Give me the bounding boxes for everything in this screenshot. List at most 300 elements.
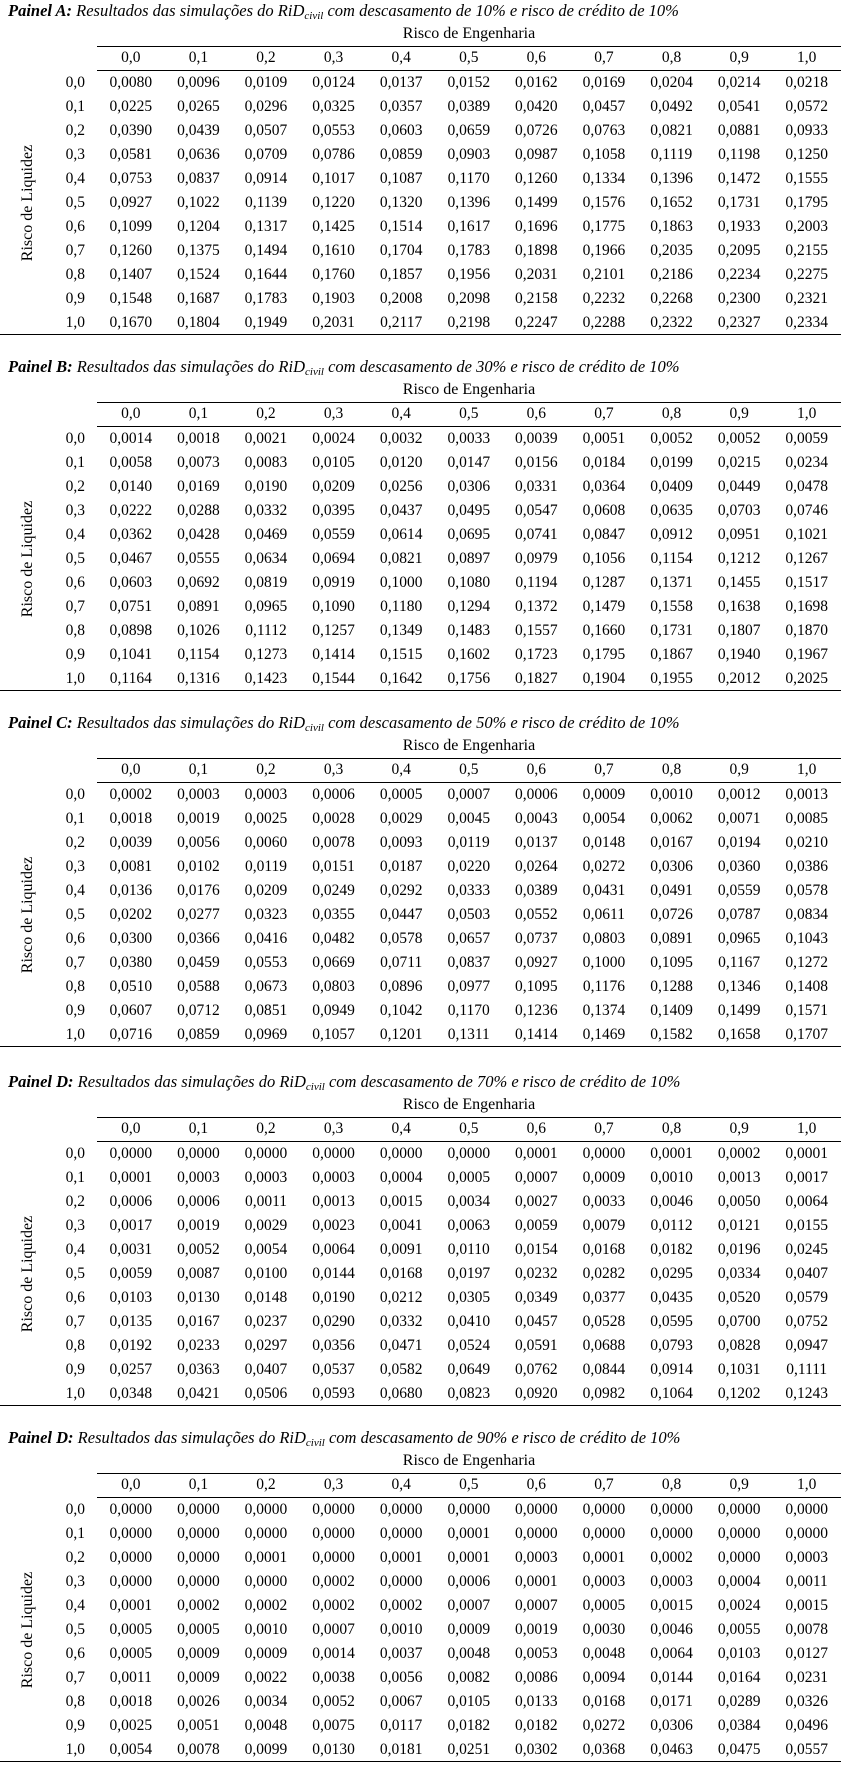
table-cell: 0,0214 xyxy=(717,74,761,91)
column-header-cell: 0,7 xyxy=(594,761,614,778)
column-header-cell: 0,9 xyxy=(729,49,749,66)
table-cell: 0,0009 xyxy=(177,1669,220,1686)
panel-table xyxy=(0,712,841,1062)
table-cell: 0,0265 xyxy=(177,98,220,115)
table-cell: 0,0082 xyxy=(447,1669,491,1686)
table-cell: 0,0182 xyxy=(650,1241,693,1258)
table-cell: 0,0133 xyxy=(515,1693,558,1710)
table-cell: 0,0649 xyxy=(447,1361,491,1378)
table-cell: 0,0903 xyxy=(447,146,491,163)
panel-label: Painel B: xyxy=(8,357,73,376)
table-cell: 0,0023 xyxy=(312,1217,355,1234)
table-cell: 0,0363 xyxy=(177,1361,220,1378)
table-cell: 0,0176 xyxy=(177,882,220,899)
table-row xyxy=(0,1546,841,1570)
row-header-cell: 1,0 xyxy=(65,1385,85,1402)
table-cell: 0,0063 xyxy=(447,1217,491,1234)
row-header-cell: 0,1 xyxy=(65,98,85,115)
table-cell: 0,1202 xyxy=(717,1385,761,1402)
column-header-cell: 0,4 xyxy=(391,761,411,778)
table-cell: 0,0000 xyxy=(177,1501,220,1518)
table-cell: 0,0409 xyxy=(650,478,693,495)
table-row xyxy=(0,1286,841,1310)
table-cell: 0,0751 xyxy=(109,598,153,615)
table-cell: 0,0024 xyxy=(717,1597,761,1614)
table-cell: 0,0017 xyxy=(785,1169,829,1186)
table-row xyxy=(0,475,841,499)
table-cell: 0,0851 xyxy=(244,1002,288,1019)
table-cell: 0,1043 xyxy=(785,930,829,947)
table-cell: 0,2186 xyxy=(650,266,693,283)
table-cell: 0,1407 xyxy=(109,266,153,283)
table-cell: 0,1783 xyxy=(244,290,288,307)
row-header-cell: 0,3 xyxy=(65,1573,85,1590)
column-header-cell: 0,9 xyxy=(729,405,749,422)
panel-title-text: Resultados das simulações do RiD xyxy=(76,713,305,732)
table-cell: 0,1396 xyxy=(650,170,693,187)
table-cell: 0,0000 xyxy=(717,1549,761,1566)
table-cell: 0,0017 xyxy=(109,1217,153,1234)
table-cell: 0,0559 xyxy=(312,526,355,543)
table-cell: 0,0078 xyxy=(785,1621,829,1638)
table-cell: 0,0000 xyxy=(177,1573,220,1590)
table-cell: 0,0469 xyxy=(244,526,288,543)
table-cell: 0,0578 xyxy=(785,882,829,899)
table-cell: 0,0821 xyxy=(379,550,423,567)
table-cell: 0,0000 xyxy=(717,1525,761,1542)
table-cell: 0,0209 xyxy=(312,478,355,495)
table-cell: 0,0323 xyxy=(244,906,288,923)
table-cell: 0,0001 xyxy=(447,1549,491,1566)
spacer xyxy=(87,783,97,807)
table-cell: 0,0182 xyxy=(515,1717,558,1734)
table-cell: 0,0052 xyxy=(177,1241,220,1258)
table-cell: 0,0421 xyxy=(177,1385,220,1402)
table-cell: 0,2275 xyxy=(785,266,829,283)
table-row xyxy=(0,239,841,263)
table-cell: 0,1652 xyxy=(650,194,693,211)
table-cell: 0,0032 xyxy=(379,430,423,447)
table-cell: 0,1198 xyxy=(718,146,761,163)
table-row xyxy=(0,191,841,215)
spacer xyxy=(87,239,97,263)
table-cell: 0,0019 xyxy=(177,810,220,827)
table-cell: 0,0407 xyxy=(785,1265,829,1282)
column-header-cell: 0,8 xyxy=(661,405,682,422)
table-cell: 0,0692 xyxy=(177,574,220,591)
table-cell: 0,0927 xyxy=(109,194,153,211)
table-cell: 0,0746 xyxy=(785,502,829,519)
row-header-cell: 0,3 xyxy=(65,502,85,519)
table-cell: 0,0009 xyxy=(177,1645,220,1662)
table-row xyxy=(0,523,841,547)
table-cell: 0,1644 xyxy=(244,266,288,283)
table-cell: 0,0933 xyxy=(785,122,829,139)
table-cell: 0,1250 xyxy=(785,146,829,163)
table-cell: 0,0823 xyxy=(447,1385,491,1402)
table-cell: 0,0364 xyxy=(582,478,626,495)
table-cell: 0,0332 xyxy=(244,502,288,519)
table-cell: 0,0688 xyxy=(582,1337,626,1354)
table-cell: 0,0039 xyxy=(109,834,153,851)
table-cell: 0,1499 xyxy=(515,194,558,211)
row-header-cell: 1,0 xyxy=(65,1026,85,1043)
table-cell: 0,0048 xyxy=(244,1717,288,1734)
table-cell: 0,1610 xyxy=(312,242,355,259)
table-cell: 0,0593 xyxy=(312,1385,355,1402)
row-header-cell: 0,2 xyxy=(65,834,85,851)
table-cell: 0,0147 xyxy=(447,454,491,471)
table-cell: 0,0000 xyxy=(515,1525,558,1542)
panel-title-text: com descasamento de 90% e risco de crédito de 10% xyxy=(328,1428,681,1447)
table-cell: 0,0130 xyxy=(312,1741,355,1758)
table-cell: 0,0013 xyxy=(717,1169,761,1186)
table-cell: 0,0333 xyxy=(447,882,491,899)
row-header-cell: 0,0 xyxy=(65,1501,85,1518)
table-cell: 0,0272 xyxy=(582,1717,626,1734)
table-cell: 0,0302 xyxy=(515,1741,558,1758)
spacer xyxy=(87,1714,97,1738)
table-cell: 0,0002 xyxy=(650,1549,693,1566)
table-cell: 0,0050 xyxy=(717,1193,761,1210)
spacer xyxy=(87,1522,97,1546)
column-header-cell: 0,5 xyxy=(459,405,479,422)
table-cell: 0,0155 xyxy=(785,1217,829,1234)
row-header-cell: 0,6 xyxy=(65,930,85,947)
table-cell: 0,0136 xyxy=(109,882,153,899)
column-header-row xyxy=(97,759,841,781)
table-cell: 0,0491 xyxy=(650,882,693,899)
table-cell: 0,0168 xyxy=(582,1693,626,1710)
panel-title-text: com descasamento de 10% e risco de crédito de 10% xyxy=(327,1,679,20)
spacer xyxy=(87,807,97,831)
table-cell: 0,0348 xyxy=(109,1385,153,1402)
table-cell: 0,0547 xyxy=(515,502,558,519)
table-cell: 0,1576 xyxy=(582,194,626,211)
panel-title-subscript: civil xyxy=(305,722,324,734)
row-header-cell: 0,6 xyxy=(65,574,85,591)
panel-table xyxy=(0,1071,841,1421)
table-cell: 0,0003 xyxy=(244,786,288,803)
table-cell: 0,0204 xyxy=(650,74,693,91)
table-cell: 0,1243 xyxy=(785,1385,829,1402)
table-cell: 0,0977 xyxy=(447,978,491,995)
panel-table xyxy=(0,356,841,706)
table-cell: 0,1154 xyxy=(650,550,693,567)
table-cell: 0,0054 xyxy=(582,810,626,827)
table-cell: 0,0027 xyxy=(515,1193,558,1210)
table-row xyxy=(0,927,841,951)
table-cell: 0,2003 xyxy=(785,218,829,235)
table-cell: 0,0025 xyxy=(244,810,288,827)
table-cell: 0,0078 xyxy=(312,834,355,851)
table-cell: 0,1090 xyxy=(312,598,355,615)
table-cell: 0,0947 xyxy=(785,1337,829,1354)
table-cell: 0,0000 xyxy=(582,1525,626,1542)
table-cell: 0,0162 xyxy=(515,74,558,91)
table-cell: 0,0588 xyxy=(177,978,220,995)
table-cell: 0,0005 xyxy=(582,1597,626,1614)
table-cell: 0,0037 xyxy=(379,1645,423,1662)
column-header-cell: 0,2 xyxy=(256,49,276,66)
table-cell: 0,2158 xyxy=(515,290,558,307)
table-cell: 0,0000 xyxy=(447,1501,491,1518)
row-header-cell: 0,7 xyxy=(65,1313,85,1330)
panel-title-subscript: civil xyxy=(304,10,324,22)
table-row xyxy=(0,1498,841,1522)
table-cell: 0,1582 xyxy=(650,1026,693,1043)
table-cell: 0,1571 xyxy=(785,1002,829,1019)
table-cell: 0,1469 xyxy=(582,1026,626,1043)
table-cell: 0,0028 xyxy=(312,810,355,827)
table-cell: 0,0004 xyxy=(379,1169,423,1186)
table-cell: 0,1602 xyxy=(447,646,491,663)
table-cell: 0,0140 xyxy=(109,478,153,495)
table-cell: 0,1374 xyxy=(582,1002,626,1019)
table-cell: 0,1617 xyxy=(447,218,491,235)
table-cell: 0,0389 xyxy=(447,98,491,115)
spacer xyxy=(87,167,97,191)
table-cell: 0,0056 xyxy=(379,1669,423,1686)
table-cell: 0,0071 xyxy=(717,810,761,827)
table-cell: 0,0075 xyxy=(312,1717,355,1734)
panel-title xyxy=(8,1071,680,1093)
spacer xyxy=(87,1642,97,1666)
table-cell: 0,0557 xyxy=(785,1741,829,1758)
table-cell: 0,1311 xyxy=(447,1026,490,1043)
row-header-cell: 0,7 xyxy=(65,1669,85,1686)
table-cell: 0,0837 xyxy=(447,954,491,971)
table-cell: 0,1000 xyxy=(582,954,626,971)
table-cell: 0,0000 xyxy=(244,1525,288,1542)
table-cell: 0,2117 xyxy=(380,314,423,331)
table-cell: 0,2198 xyxy=(447,314,491,331)
table-cell: 0,0507 xyxy=(244,122,288,139)
table-cell: 0,0144 xyxy=(312,1265,355,1282)
table-cell: 0,0762 xyxy=(515,1361,558,1378)
table-cell: 0,2322 xyxy=(650,314,693,331)
table-cell: 0,0741 xyxy=(515,526,558,543)
table-cell: 0,0001 xyxy=(650,1145,693,1162)
table-cell: 0,0073 xyxy=(177,454,220,471)
table-cell: 0,0046 xyxy=(650,1621,693,1638)
table-cell: 0,0673 xyxy=(244,978,288,995)
row-header-cell: 0,0 xyxy=(65,74,85,91)
table-cell: 0,1723 xyxy=(515,646,558,663)
table-cell: 0,0080 xyxy=(109,74,153,91)
table-cell: 0,0078 xyxy=(177,1741,220,1758)
table-cell: 0,0099 xyxy=(244,1741,288,1758)
table-cell: 0,0428 xyxy=(177,526,220,543)
table-cell: 0,0737 xyxy=(515,930,558,947)
table-cell: 0,0000 xyxy=(312,1501,355,1518)
table-cell: 0,0011 xyxy=(785,1573,828,1590)
table-cell: 0,0006 xyxy=(447,1573,491,1590)
table-cell: 0,0096 xyxy=(177,74,220,91)
row-header-cell: 0,4 xyxy=(65,170,85,187)
table-cell: 0,0467 xyxy=(109,550,153,567)
table-cell: 0,1903 xyxy=(312,290,355,307)
table-cell: 0,0000 xyxy=(244,1501,288,1518)
panel-title xyxy=(8,0,679,22)
table-cell: 0,0009 xyxy=(244,1645,288,1662)
column-group-header: Risco de Engenharia xyxy=(402,1452,536,1469)
table-cell: 0,0979 xyxy=(515,550,558,567)
spacer xyxy=(87,143,97,167)
table-cell: 0,0357 xyxy=(379,98,423,115)
table-cell: 0,0506 xyxy=(244,1385,288,1402)
table-cell: 0,0215 xyxy=(717,454,761,471)
table-cell: 0,1548 xyxy=(109,290,153,307)
table-cell: 0,1783 xyxy=(447,242,491,259)
spacer xyxy=(87,571,97,595)
column-header-cell: 0,3 xyxy=(323,1476,344,1493)
table-cell: 0,1273 xyxy=(244,646,288,663)
table-cell: 0,0006 xyxy=(177,1193,220,1210)
table-cell: 0,2025 xyxy=(785,670,829,687)
table-cell: 0,0482 xyxy=(312,930,355,947)
table-cell: 0,0091 xyxy=(379,1241,423,1258)
table-cell: 0,0030 xyxy=(582,1621,626,1638)
table-row xyxy=(0,999,841,1023)
table-row xyxy=(0,1214,841,1238)
table-cell: 0,1057 xyxy=(312,1026,355,1043)
spacer xyxy=(87,95,97,119)
table-cell: 0,0001 xyxy=(109,1597,153,1614)
column-header-cell: 0,4 xyxy=(391,405,411,422)
table-cell: 0,1194 xyxy=(515,574,558,591)
table-cell: 0,0086 xyxy=(515,1669,558,1686)
table-cell: 0,0694 xyxy=(312,550,355,567)
table-cell: 0,1346 xyxy=(717,978,761,995)
table-cell: 0,0167 xyxy=(650,834,693,851)
table-cell: 0,1320 xyxy=(379,194,423,211)
table-cell: 0,0130 xyxy=(177,1289,220,1306)
table-cell: 0,0112 xyxy=(650,1217,693,1234)
table-cell: 0,0614 xyxy=(379,526,423,543)
table-cell: 0,0332 xyxy=(379,1313,423,1330)
table-cell: 0,1731 xyxy=(717,194,761,211)
row-header-cell: 0,6 xyxy=(65,218,85,235)
column-header-row xyxy=(97,1474,841,1496)
column-header-cell: 0,6 xyxy=(526,1476,547,1493)
row-header-cell: 0,7 xyxy=(65,242,85,259)
table-row xyxy=(0,427,841,451)
spacer xyxy=(87,191,97,215)
column-header-cell: 0,1 xyxy=(188,761,209,778)
row-header-cell: 0,4 xyxy=(65,1597,85,1614)
row-header-cell: 0,9 xyxy=(65,646,85,663)
table-cell: 0,0390 xyxy=(109,122,153,139)
table-cell: 0,0093 xyxy=(379,834,423,851)
table-cell: 0,0277 xyxy=(177,906,220,923)
table-cell: 0,0124 xyxy=(312,74,355,91)
spacer xyxy=(87,1570,97,1594)
table-cell: 0,0135 xyxy=(109,1313,153,1330)
panel-title-text: com descasamento de 50% e risco de crédito de 10% xyxy=(328,713,680,732)
row-header-cell: 0,5 xyxy=(65,194,85,211)
table-cell: 0,0389 xyxy=(515,882,558,899)
table-cell: 0,1949 xyxy=(244,314,288,331)
row-header-cell: 0,2 xyxy=(65,1549,85,1566)
table-cell: 0,1139 xyxy=(244,194,288,211)
spacer xyxy=(87,1546,97,1570)
row-header-cell: 0,2 xyxy=(65,122,85,139)
column-header-cell: 0,9 xyxy=(729,1120,749,1137)
spacer xyxy=(87,427,97,451)
table-cell: 0,0105 xyxy=(447,1693,491,1710)
panel-title-text: com descasamento de 70% e risco de crédito de 10% xyxy=(328,1072,681,1091)
table-cell: 0,1220 xyxy=(312,194,355,211)
table-cell: 0,0015 xyxy=(650,1597,693,1614)
table-cell: 0,0168 xyxy=(582,1241,626,1258)
table-cell: 0,0003 xyxy=(650,1573,693,1590)
table-cell: 0,0005 xyxy=(109,1621,153,1638)
table-cell: 0,1058 xyxy=(582,146,626,163)
table-cell: 0,1180 xyxy=(380,598,423,615)
column-header-cell: 0,4 xyxy=(391,1476,411,1493)
table-cell: 0,0000 xyxy=(717,1501,761,1518)
panel-title xyxy=(8,1427,680,1449)
table-cell: 0,0300 xyxy=(109,930,153,947)
table-row xyxy=(0,547,841,571)
table-cell: 0,0009 xyxy=(582,786,626,803)
table-cell: 0,0927 xyxy=(515,954,558,971)
panel-title-text: Resultados das simulações do RiD xyxy=(76,1,305,20)
table-cell: 0,0222 xyxy=(109,502,153,519)
table-cell: 0,0891 xyxy=(650,930,693,947)
table-row xyxy=(0,975,841,999)
table-cell: 0,0007 xyxy=(515,1597,558,1614)
column-header-cell: 0,8 xyxy=(661,1120,682,1137)
table-cell: 0,0218 xyxy=(785,74,829,91)
table-cell: 0,0001 xyxy=(582,1549,626,1566)
table-cell: 0,0041 xyxy=(379,1217,423,1234)
table-cell: 0,1288 xyxy=(650,978,693,995)
table-cell: 0,0015 xyxy=(379,1193,423,1210)
table-cell: 0,0847 xyxy=(582,526,626,543)
table-cell: 0,0821 xyxy=(650,122,693,139)
table-cell: 0,0700 xyxy=(717,1313,761,1330)
row-header-cell: 0,7 xyxy=(65,598,85,615)
table-cell: 0,0001 xyxy=(785,1145,829,1162)
table-cell: 0,0055 xyxy=(717,1621,761,1638)
table-body xyxy=(0,1498,841,1762)
table-cell: 0,0119 xyxy=(447,834,490,851)
column-header-cell: 0,0 xyxy=(121,405,141,422)
table-cell: 0,0034 xyxy=(447,1193,491,1210)
table-cell: 0,0006 xyxy=(109,1193,153,1210)
table-cell: 0,0000 xyxy=(312,1145,355,1162)
spacer xyxy=(87,619,97,643)
table-cell: 0,0127 xyxy=(785,1645,829,1662)
table-cell: 0,1408 xyxy=(785,978,829,995)
table-cell: 0,0763 xyxy=(582,122,626,139)
table-cell: 0,0256 xyxy=(379,478,423,495)
column-header-cell: 0,2 xyxy=(256,1476,276,1493)
column-header-cell: 0,6 xyxy=(526,49,547,66)
table-row xyxy=(0,1166,841,1190)
table-cell: 0,0611 xyxy=(582,906,625,923)
column-group-header: Risco de Engenharia xyxy=(402,737,536,754)
table-cell: 0,0019 xyxy=(515,1621,558,1638)
table-cell: 0,1236 xyxy=(515,1002,558,1019)
table-cell: 0,0121 xyxy=(717,1217,761,1234)
table-cell: 0,1201 xyxy=(379,1026,423,1043)
spacer xyxy=(87,999,97,1023)
table-cell: 0,0009 xyxy=(582,1169,626,1186)
table-cell: 0,0607 xyxy=(109,1002,153,1019)
